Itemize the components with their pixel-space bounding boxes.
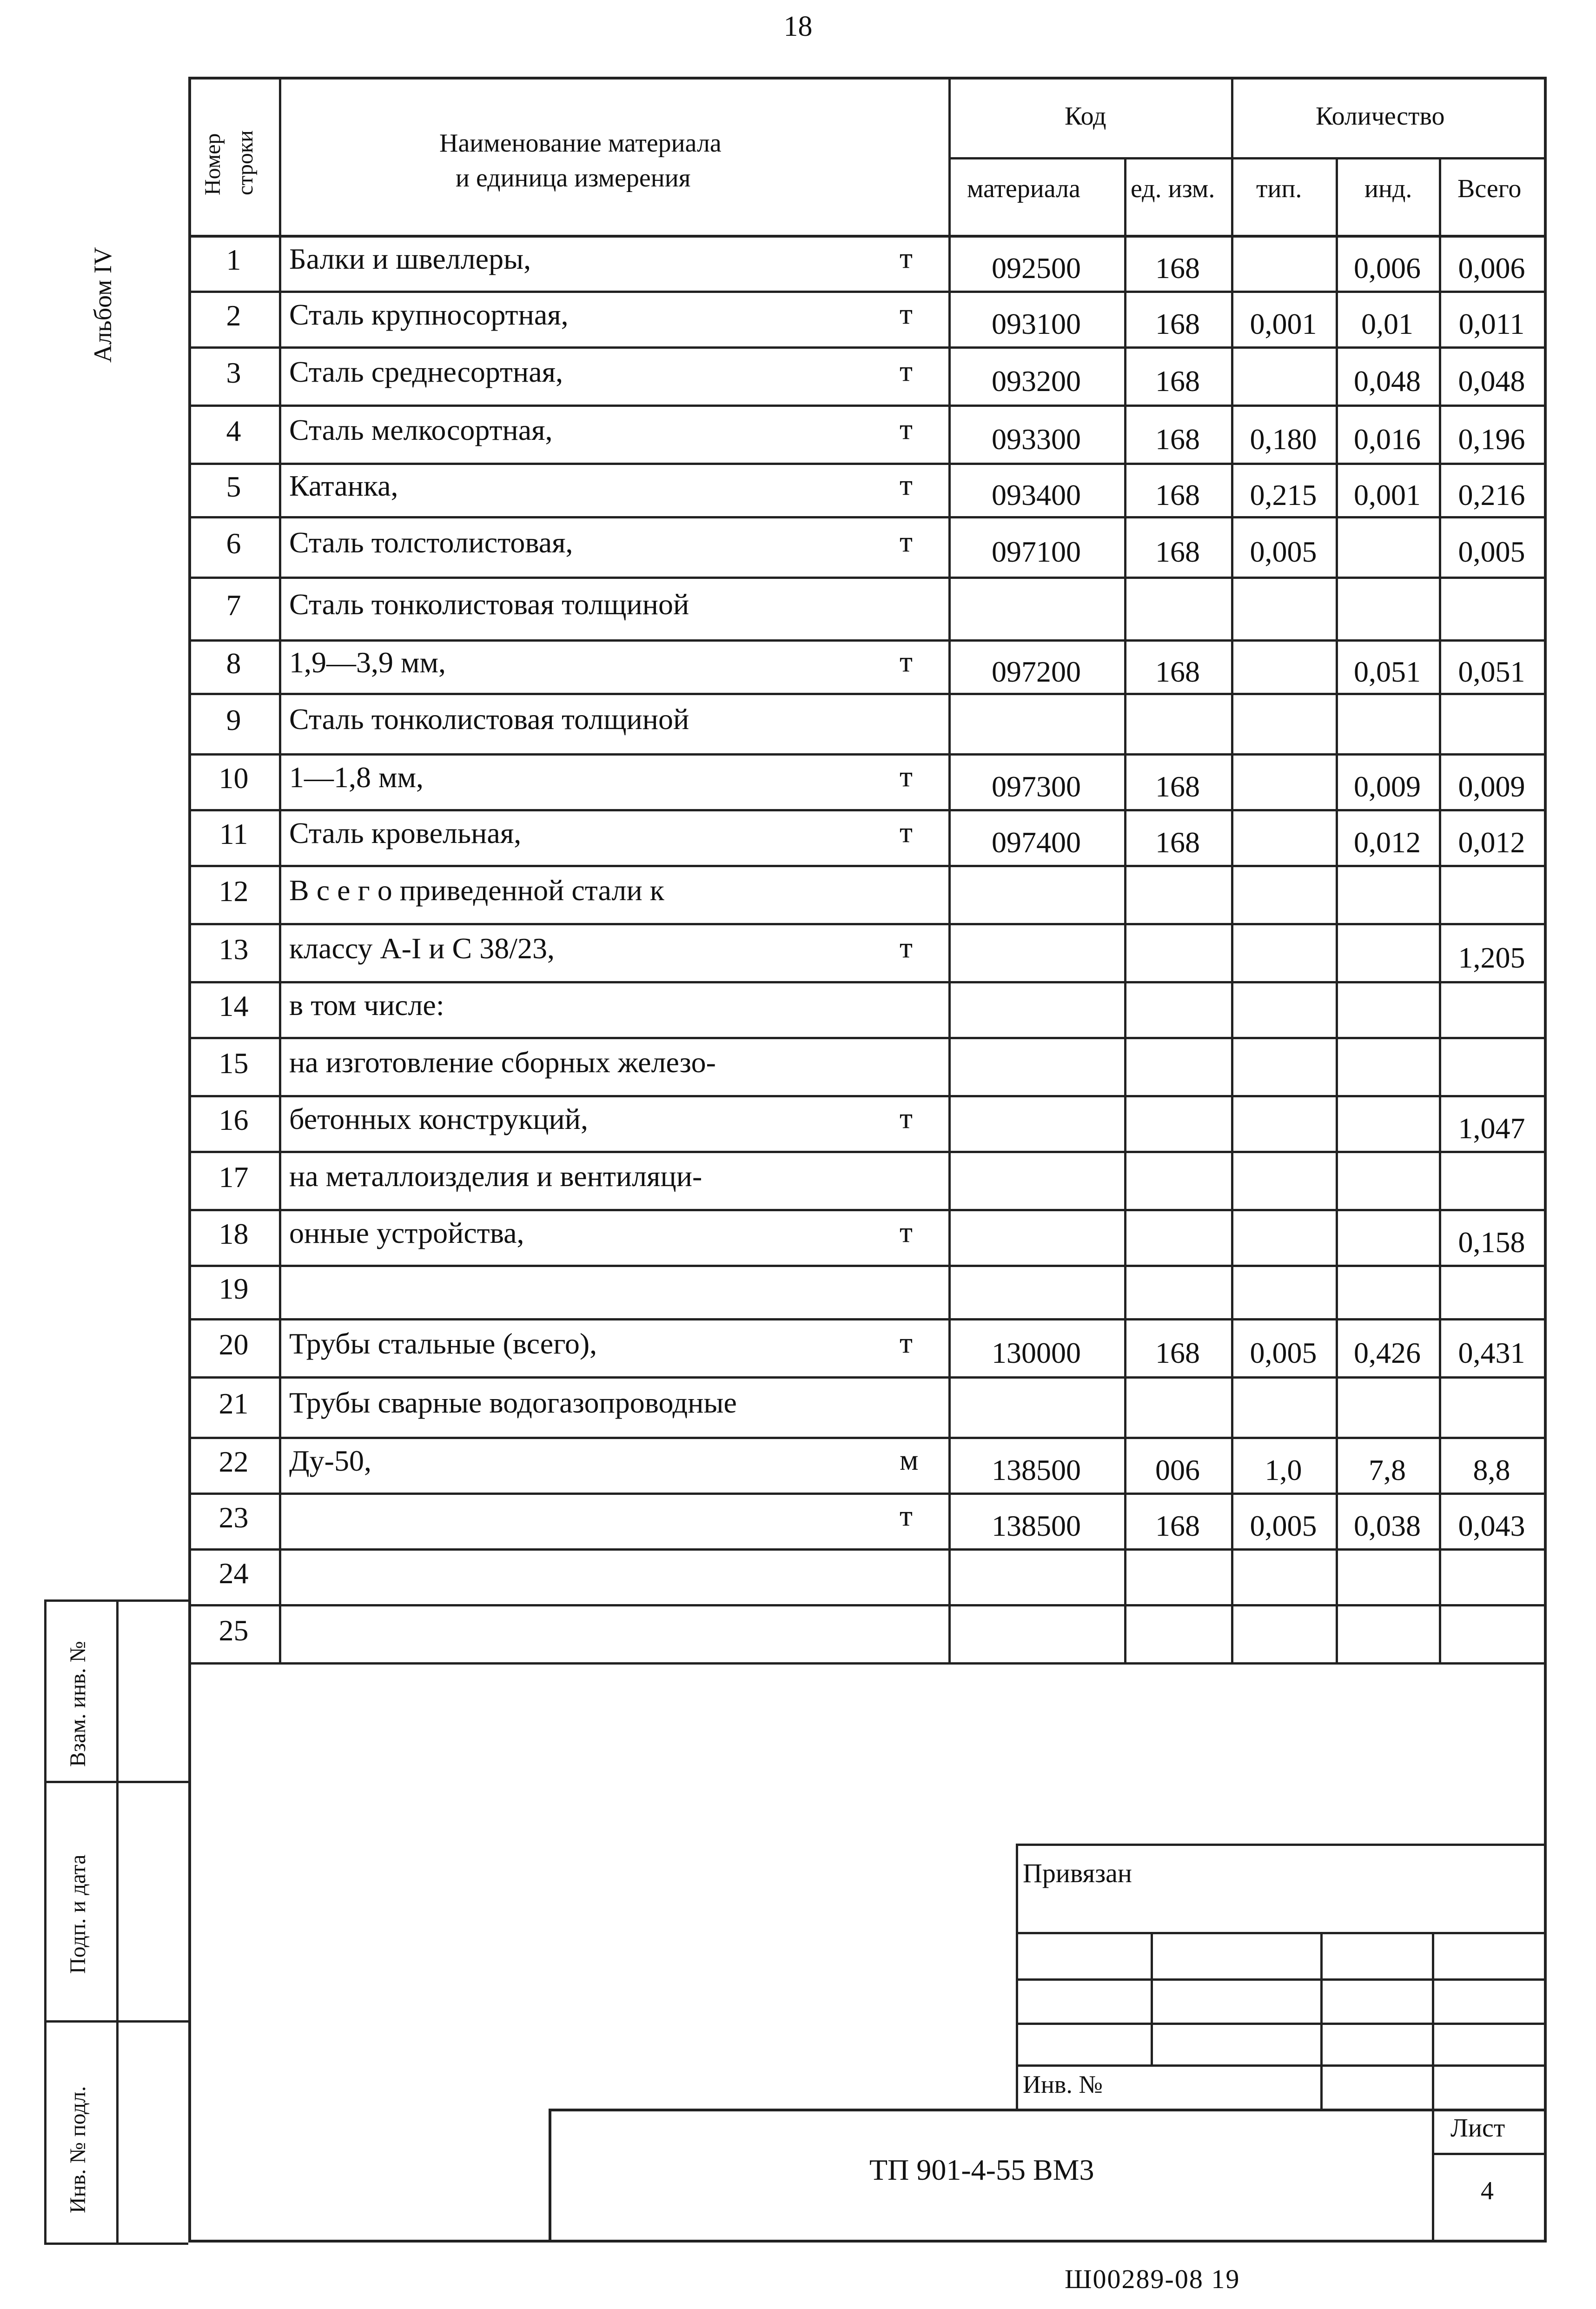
album-label: Альбом IV xyxy=(89,247,117,363)
row-rule xyxy=(188,1493,1544,1495)
row-number: 7 xyxy=(226,588,241,622)
row-rule xyxy=(188,1209,1544,1211)
stamp-rule xyxy=(44,2020,188,2023)
material-name: в том числе: xyxy=(289,989,444,1022)
row-number: 21 xyxy=(219,1387,249,1420)
unit-code: 168 xyxy=(1155,535,1200,568)
title-sheet-label: Лист xyxy=(1450,2114,1505,2143)
title-rule xyxy=(1016,1932,1544,1934)
qty-total: 0,196 xyxy=(1458,422,1525,456)
material-code: 097200 xyxy=(992,655,1081,688)
stamp-top xyxy=(44,1599,188,1602)
unit-symbol: т xyxy=(900,816,913,849)
header-quantity: Количество xyxy=(1316,102,1445,131)
unit-code: 168 xyxy=(1155,422,1200,456)
unit-code: 168 xyxy=(1155,252,1200,285)
material-code: 093300 xyxy=(992,422,1081,456)
unit-symbol: м xyxy=(900,1443,919,1476)
row-number: 9 xyxy=(226,703,241,736)
row-rule xyxy=(188,516,1544,518)
material-code: 093200 xyxy=(992,364,1081,398)
unit-code: 168 xyxy=(1155,1509,1200,1542)
row-number: 5 xyxy=(226,470,241,503)
row-number: 1 xyxy=(226,243,241,276)
row-rule xyxy=(188,577,1544,579)
header-mid-rule xyxy=(948,157,1544,159)
qty-total: 0,048 xyxy=(1458,364,1525,398)
unit-code: 168 xyxy=(1155,1336,1200,1369)
row-rule xyxy=(188,693,1544,695)
material-name: 1,9—3,9 мм, xyxy=(289,645,446,679)
material-code: 097100 xyxy=(992,535,1081,568)
row-number: 23 xyxy=(219,1501,249,1534)
row-number: 19 xyxy=(219,1272,249,1305)
header-qty-typ: тип. xyxy=(1256,174,1302,203)
stamp-podp-data: Подп. и дата xyxy=(66,1854,90,1974)
column-rule xyxy=(279,77,281,1662)
stamp-outer-left xyxy=(44,1599,46,2243)
unit-symbol: т xyxy=(900,468,913,501)
qty-typ: 0,005 xyxy=(1250,1509,1317,1542)
stamp-inv-podl: Инв. № подл. xyxy=(66,2086,90,2213)
row-rule xyxy=(188,1151,1544,1153)
header-name-line1: Наименование материала xyxy=(439,129,722,158)
title-rule xyxy=(1016,1844,1018,2109)
row-number: 16 xyxy=(219,1103,249,1136)
qty-ind: 0,016 xyxy=(1354,422,1421,456)
qty-typ: 1,0 xyxy=(1265,1453,1302,1486)
row-rule xyxy=(188,463,1544,465)
qty-typ: 0,005 xyxy=(1250,535,1317,568)
stamp-bottom xyxy=(44,2243,188,2245)
header-row-number-line2: строки xyxy=(233,130,258,195)
row-number: 4 xyxy=(226,414,241,447)
stamp-vzam-inv: Взам. инв. № xyxy=(66,1641,90,1767)
row-rule xyxy=(188,981,1544,983)
unit-symbol: т xyxy=(900,1326,913,1359)
row-rule xyxy=(188,1662,1544,1665)
qty-total: 0,158 xyxy=(1458,1226,1525,1259)
stamp-divider xyxy=(116,1599,119,2243)
qty-ind: 0,038 xyxy=(1354,1509,1421,1542)
qty-ind: 7,8 xyxy=(1369,1453,1406,1486)
material-name: на металлоизделия и вентиляци- xyxy=(289,1159,702,1193)
unit-symbol: т xyxy=(900,1499,913,1532)
header-qty-ind: инд. xyxy=(1364,174,1412,203)
title-rule xyxy=(1016,2064,1544,2067)
qty-total: 0,431 xyxy=(1458,1336,1525,1369)
row-rule xyxy=(188,1376,1544,1379)
qty-typ: 0,001 xyxy=(1250,307,1317,340)
row-number: 12 xyxy=(219,874,249,908)
title-rule xyxy=(1016,1978,1544,1981)
unit-symbol: т xyxy=(900,930,913,964)
row-rule xyxy=(188,753,1544,756)
row-rule xyxy=(188,1037,1544,1039)
unit-code: 168 xyxy=(1155,478,1200,511)
row-rule xyxy=(188,1095,1544,1097)
row-number: 6 xyxy=(226,527,241,560)
material-name: Трубы стальные (всего), xyxy=(289,1327,597,1360)
unit-code: 006 xyxy=(1155,1453,1200,1486)
title-rule xyxy=(1432,2153,1544,2155)
qty-typ: 0,005 xyxy=(1250,1336,1317,1369)
footer-code: Ш00289-08 19 xyxy=(1065,2264,1240,2294)
row-number: 17 xyxy=(219,1160,249,1194)
unit-code: 168 xyxy=(1155,307,1200,340)
material-code: 097300 xyxy=(992,770,1081,803)
material-name: Катанка, xyxy=(289,469,398,502)
material-name: Ду-50, xyxy=(289,1444,371,1477)
material-name: бетонных конструкций, xyxy=(289,1102,588,1135)
qty-total: 0,012 xyxy=(1458,826,1525,859)
unit-code: 168 xyxy=(1155,826,1200,859)
row-rule xyxy=(188,1265,1544,1267)
page-number: 18 xyxy=(783,11,813,42)
material-name: Трубы сварные водогазопроводные xyxy=(289,1386,737,1419)
qty-total: 8,8 xyxy=(1473,1453,1510,1486)
qty-ind: 0,051 xyxy=(1354,655,1421,688)
material-name: Сталь толстолистовая, xyxy=(289,526,573,559)
qty-ind: 0,426 xyxy=(1354,1336,1421,1369)
row-rule xyxy=(188,291,1544,293)
unit-symbol: т xyxy=(900,412,913,445)
qty-ind: 0,048 xyxy=(1354,364,1421,398)
row-number: 3 xyxy=(226,356,241,389)
material-code: 097400 xyxy=(992,826,1081,859)
title-sheet-number: 4 xyxy=(1481,2176,1494,2205)
row-number: 15 xyxy=(219,1046,249,1080)
header-code: Код xyxy=(1065,102,1106,131)
unit-symbol: т xyxy=(900,241,913,274)
row-rule xyxy=(188,346,1544,349)
title-rule xyxy=(1151,1932,1153,2064)
row-number: 2 xyxy=(226,299,241,332)
row-rule xyxy=(188,1604,1544,1606)
row-number: 13 xyxy=(219,932,249,966)
row-number: 14 xyxy=(219,989,249,1022)
qty-ind: 0,009 xyxy=(1354,770,1421,803)
qty-total: 0,216 xyxy=(1458,478,1525,511)
row-rule xyxy=(188,1548,1544,1551)
row-rule xyxy=(188,923,1544,925)
title-rule xyxy=(1016,2023,1544,2025)
row-rule xyxy=(188,809,1544,811)
material-code: 093100 xyxy=(992,307,1081,340)
material-name: Балки и швеллеры, xyxy=(289,242,531,275)
title-rule xyxy=(549,2109,551,2243)
material-name: Сталь кровельная, xyxy=(289,816,522,849)
row-number: 10 xyxy=(219,762,249,795)
unit-symbol: т xyxy=(900,525,913,558)
material-code: 138500 xyxy=(992,1509,1081,1542)
row-rule xyxy=(188,1437,1544,1439)
material-name: классу А-I и С 38/23, xyxy=(289,931,555,965)
stamp-rule xyxy=(44,1781,188,1783)
material-code: 138500 xyxy=(992,1453,1081,1486)
row-rule xyxy=(188,1318,1544,1320)
row-number: 11 xyxy=(219,817,248,850)
header-code-unit: ед. изм. xyxy=(1131,174,1215,203)
row-rule xyxy=(188,405,1544,407)
qty-total: 0,009 xyxy=(1458,770,1525,803)
header-qty-total: Всего xyxy=(1457,174,1522,203)
unit-code: 168 xyxy=(1155,364,1200,398)
row-rule xyxy=(188,865,1544,867)
title-rule xyxy=(1016,1844,1544,1846)
unit-code: 168 xyxy=(1155,655,1200,688)
material-name: Сталь мелкосортная, xyxy=(289,413,553,446)
row-number: 20 xyxy=(219,1327,249,1361)
material-name: 1—1,8 мм, xyxy=(289,761,424,794)
unit-symbol: т xyxy=(900,297,913,330)
qty-total: 1,047 xyxy=(1458,1112,1525,1145)
unit-symbol: т xyxy=(900,354,913,387)
header-row-number-line1: Номер xyxy=(200,133,225,195)
material-name: Сталь крупносортная, xyxy=(289,298,569,331)
qty-ind: 0,001 xyxy=(1354,478,1421,511)
title-rule xyxy=(549,2109,1544,2111)
material-name: Сталь среднесортная, xyxy=(289,355,563,388)
header-bottom-rule xyxy=(188,235,1544,238)
title-rule xyxy=(1320,1932,1323,2109)
qty-ind: 0,01 xyxy=(1361,307,1413,340)
row-number: 18 xyxy=(219,1217,249,1250)
row-rule xyxy=(188,639,1544,642)
row-number: 22 xyxy=(219,1445,249,1478)
qty-ind: 0,006 xyxy=(1354,252,1421,285)
material-name: Сталь тонколистовая толщиной xyxy=(289,703,689,736)
row-number: 24 xyxy=(219,1557,249,1590)
qty-typ: 0,215 xyxy=(1250,478,1317,511)
qty-total: 1,205 xyxy=(1458,941,1525,974)
unit-symbol: т xyxy=(900,644,913,678)
header-code-material: материала xyxy=(967,174,1080,203)
qty-total: 0,043 xyxy=(1458,1509,1525,1542)
row-number: 25 xyxy=(219,1613,249,1647)
qty-total: 0,005 xyxy=(1458,535,1525,568)
title-rule xyxy=(1432,1932,1434,2109)
qty-total: 0,011 xyxy=(1458,307,1525,340)
unit-code: 168 xyxy=(1155,770,1200,803)
qty-ind: 0,012 xyxy=(1354,826,1421,859)
title-privyazan: Привязан xyxy=(1023,1858,1132,1888)
qty-total: 0,051 xyxy=(1458,655,1525,688)
material-code: 092500 xyxy=(992,252,1081,285)
material-name: онные устройства, xyxy=(289,1216,524,1249)
material-name: на изготовление сборных железо- xyxy=(289,1045,716,1079)
material-name: В с е г о приведенной стали к xyxy=(289,873,664,907)
material-code: 093400 xyxy=(992,478,1081,511)
qty-total: 0,006 xyxy=(1458,252,1525,285)
unit-symbol: т xyxy=(900,1215,913,1248)
title-inv-no: Инв. № xyxy=(1023,2070,1103,2098)
material-code: 130000 xyxy=(992,1336,1081,1369)
unit-symbol: т xyxy=(900,760,913,793)
header-name-line2: и единица измерения xyxy=(456,164,691,192)
qty-typ: 0,180 xyxy=(1250,422,1317,456)
material-name: Сталь тонколистовая толщиной xyxy=(289,587,689,621)
unit-symbol: т xyxy=(900,1101,913,1135)
title-rule xyxy=(1432,2109,1434,2243)
title-doc-code: ТП 901-4-55 ВМ3 xyxy=(869,2153,1094,2186)
row-number: 8 xyxy=(226,646,241,680)
